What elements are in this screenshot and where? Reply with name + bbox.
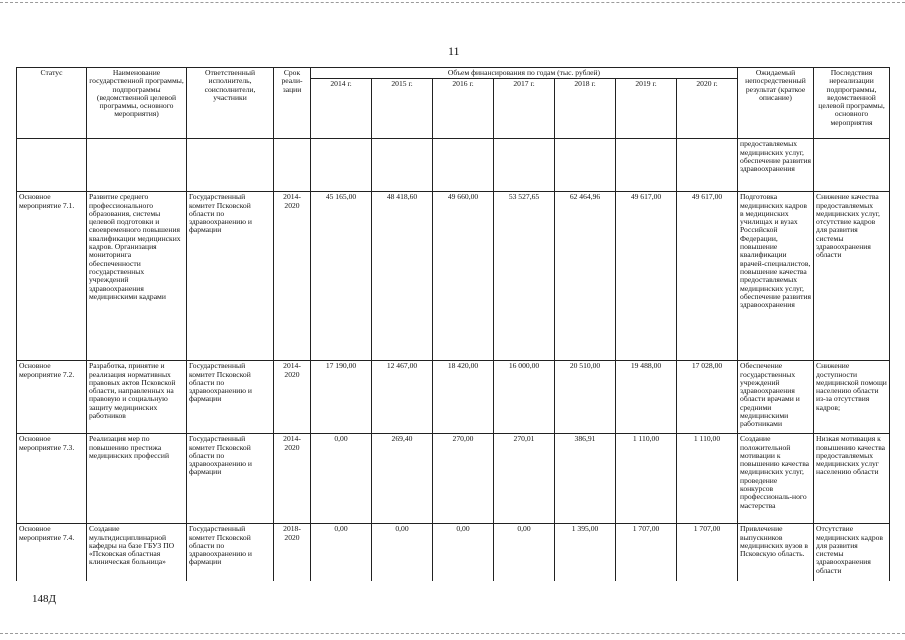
table-row	[17, 524, 890, 582]
row-value: 386,91	[555, 434, 616, 524]
row-consequences: Отсутствие медицинских кадров для развития системы здравоохранения области	[814, 524, 890, 582]
row-value: 48 418,60	[372, 192, 433, 361]
header-funding: Объем финансирования по годам (тыс. рублей)	[311, 68, 738, 79]
financing-table	[16, 67, 890, 581]
continuation-result: предоставляемых медицинских услуг, обеспечение развития здравоохранения	[738, 139, 814, 192]
row-value: 18 420,00	[433, 361, 494, 434]
continuation-row	[17, 139, 890, 192]
header-name: Наименование государственной программы, подпрограммы (ведомственной целевой программы, основного мероприятия)	[87, 68, 187, 139]
row-name: Разработка, принятие и реализация нормативных правовых актов Псковской области, направленных на правовую и социальную защиту медицинских работников	[87, 361, 187, 434]
row-term: 2014-2020	[274, 192, 311, 361]
row-value: 1 707,00	[677, 524, 738, 582]
row-name: Развитие среднего профессионального образования, системы целевой подготовки и своевременного повышения квалификации медицинских кадров. Организация мониторинга обеспеченности государственных учреждений здравоохранения медицинскими кадрами	[87, 192, 187, 361]
row-executor: Государственный комитет Псковской области по здравоохранению и фармации	[187, 524, 274, 582]
row-value: 269,40	[372, 434, 433, 524]
header-year: 2017 г.	[494, 79, 555, 139]
row-value: 0,00	[494, 524, 555, 582]
header-term: Срок реали-зации	[274, 68, 311, 139]
row-value: 270,00	[433, 434, 494, 524]
table-row	[17, 192, 890, 361]
row-status: Основное мероприятие 7.1.	[17, 192, 87, 361]
row-value: 0,00	[372, 524, 433, 582]
header-consequences: Последствия нереализации подпрограммы, ведомственной целевой программы, основного мероприятия	[814, 68, 890, 139]
row-value: 49 660,00	[433, 192, 494, 361]
row-value: 62 464,96	[555, 192, 616, 361]
row-value: 19 488,00	[616, 361, 677, 434]
row-status: Основное мероприятие 7.3.	[17, 434, 87, 524]
header-year: 2015 г.	[372, 79, 433, 139]
header-row	[17, 68, 890, 79]
table-row	[17, 434, 890, 524]
row-term: 2014-2020	[274, 361, 311, 434]
page-number: 11	[448, 44, 460, 58]
row-value: 12 467,00	[372, 361, 433, 434]
row-executor: Государственный комитет Псковской области по здравоохранению и фармации	[187, 434, 274, 524]
row-consequences: Низкая мотивация к повышению качества предоставляемых медицинских услуг населению области	[814, 434, 890, 524]
row-value: 17 028,00	[677, 361, 738, 434]
table-row	[17, 361, 890, 434]
row-name: Создание мультидисциплинарной кафедры на базе ГБУЗ ПО «Псковская областная клиническая больница»	[87, 524, 187, 582]
row-value: 0,00	[311, 434, 372, 524]
row-value: 0,00	[311, 524, 372, 582]
row-value: 1 110,00	[677, 434, 738, 524]
header-result: Ожидаемый непосредственный результат (краткое описание)	[738, 68, 814, 139]
header-year: 2019 г.	[616, 79, 677, 139]
top-scan-edge	[0, 2, 905, 3]
row-executor: Государственный комитет Псковской области по здравоохранению и фармации	[187, 192, 274, 361]
row-value: 1 110,00	[616, 434, 677, 524]
row-value: 16 000,00	[494, 361, 555, 434]
row-result: Создание положительной мотивации к повышению качества медицинских услуг, проведение конкурсов профессиональ-ного мастерства	[738, 434, 814, 524]
row-executor: Государственный комитет Псковской области по здравоохранению и фармации	[187, 361, 274, 434]
row-status: Основное мероприятие 7.2.	[17, 361, 87, 434]
bottom-scan-edge	[0, 633, 905, 634]
row-consequences: Снижение доступности медицинской помощи населению области из-за отсутствия кадров;	[814, 361, 890, 434]
row-value: 49 617,00	[677, 192, 738, 361]
header-executor: Ответственный исполнитель, соисполнители, участники	[187, 68, 274, 139]
row-value: 270,01	[494, 434, 555, 524]
row-consequences: Снижение качества предоставляемых медицинских услуг, отсутствие кадров для развития системы здравоохранения области	[814, 192, 890, 361]
row-status: Основное мероприятие 7.4.	[17, 524, 87, 582]
header-year: 2016 г.	[433, 79, 494, 139]
header-year: 2014 г.	[311, 79, 372, 139]
row-value: 17 190,00	[311, 361, 372, 434]
row-result: Подготовка медицинских кадров в медицинских училищах и вузах Российской Федерации, повышение квалификации врачей-специалистов, повышение качества предоставляемых медицинских услуг, обеспечение развития здравоохранения	[738, 192, 814, 361]
row-name: Реализация мер по повышению престижа медицинских профессий	[87, 434, 187, 524]
row-value: 45 165,00	[311, 192, 372, 361]
row-term: 2018-2020	[274, 524, 311, 582]
row-value: 0,00	[433, 524, 494, 582]
row-value: 1 395,00	[555, 524, 616, 582]
footer-code: 148Д	[32, 593, 57, 605]
row-value: 1 707,00	[616, 524, 677, 582]
row-result: Привлечение выпускников медицинских вузов в Псковскую область.	[738, 524, 814, 582]
header-year: 2020 г.	[677, 79, 738, 139]
row-value: 49 617,00	[616, 192, 677, 361]
row-value: 20 510,00	[555, 361, 616, 434]
row-result: Обеспечение государственных учреждений здравоохранения области врачами и средними медицинскими работниками	[738, 361, 814, 434]
header-status: Статус	[17, 68, 87, 139]
header-year: 2018 г.	[555, 79, 616, 139]
row-term: 2014-2020	[274, 434, 311, 524]
row-value: 53 527,65	[494, 192, 555, 361]
